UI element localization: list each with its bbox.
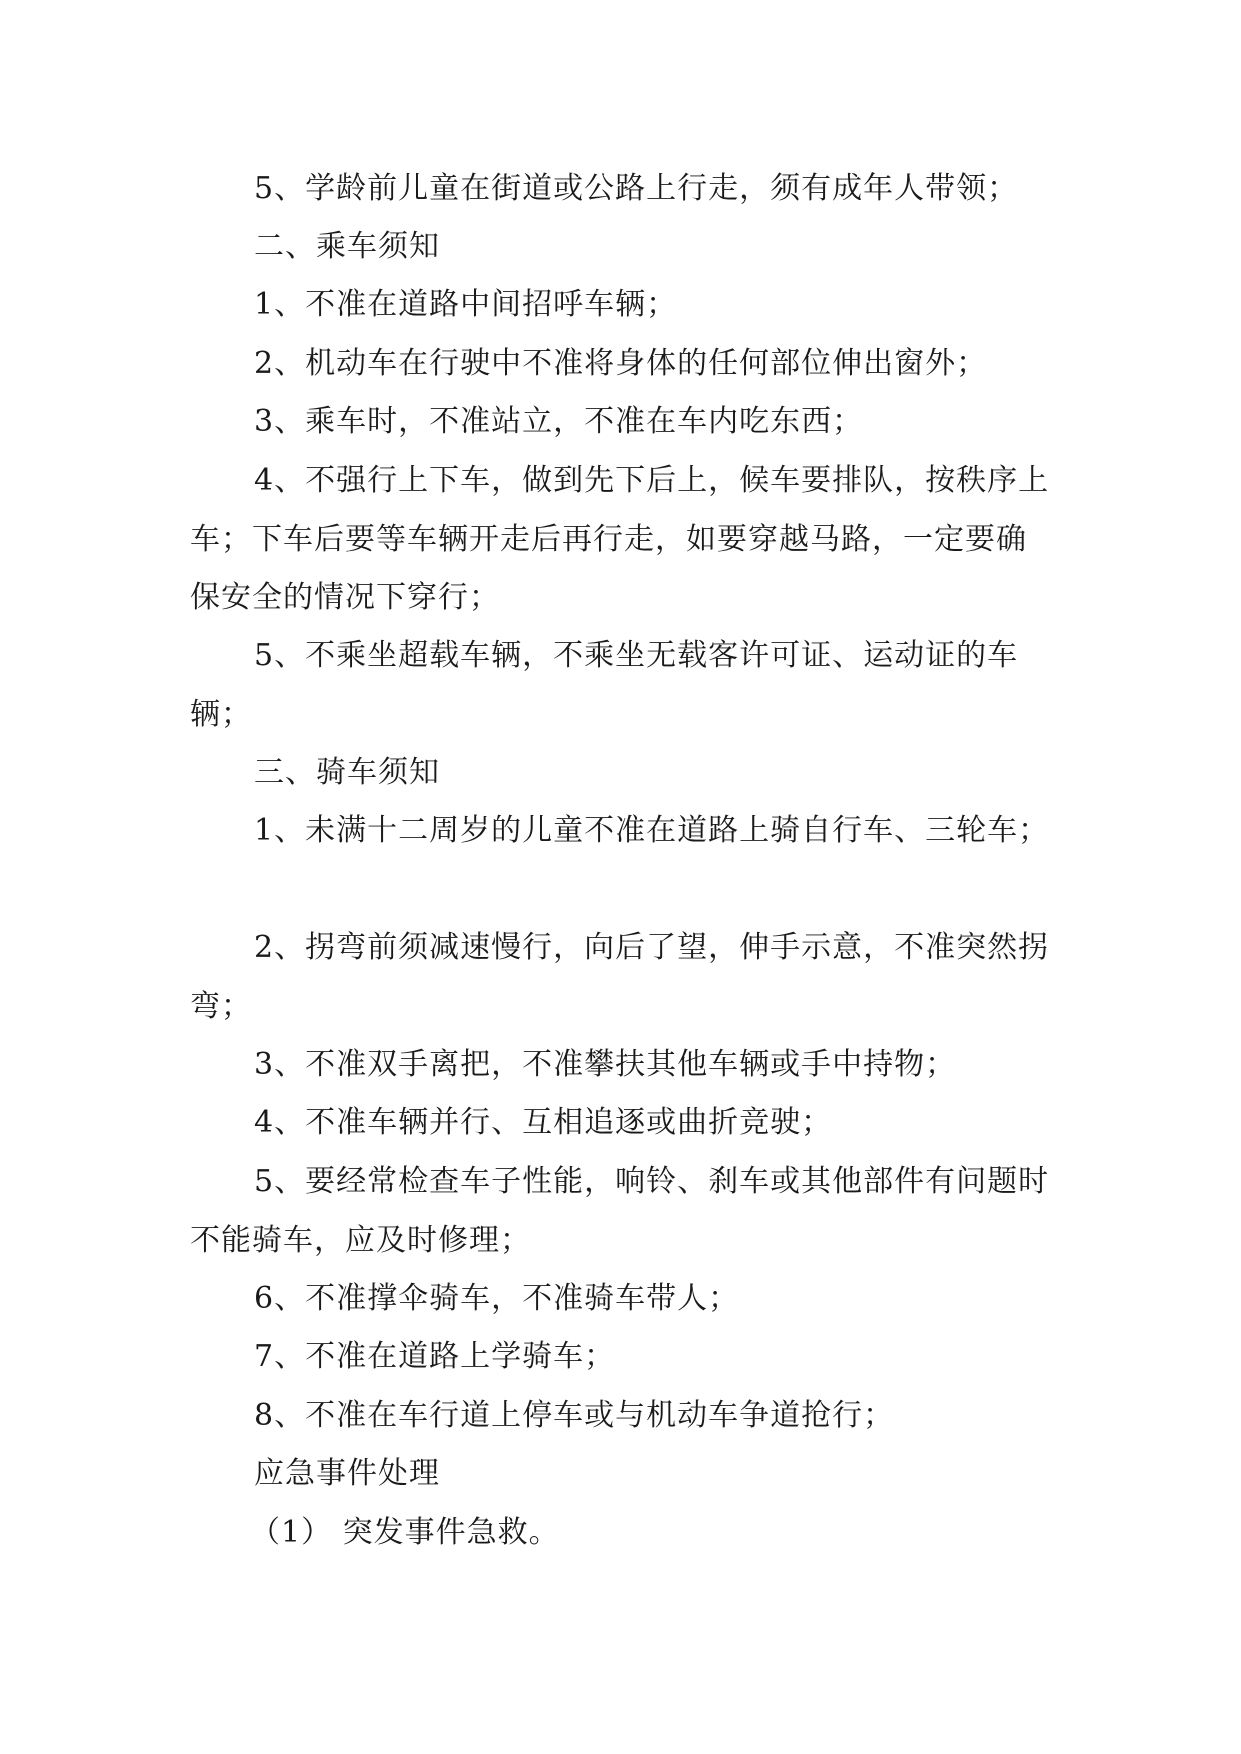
paragraph: 5、不乘坐超载车辆，不乘坐无载客许可证、运动证的车辆； (190, 638, 1019, 732)
paragraph: （1） 突发事件急救。 (250, 1515, 560, 1550)
paragraph: 4、不强行上下车，做到先下后上，候车要排队，按秩序上车；下车后要等车辆开走后再行走，如要穿越马路，一定要确保安全的情况下穿行； (190, 463, 1050, 615)
paragraph: 3、不准双手离把，不准攀扶其他车辆或手中持物； (254, 1047, 957, 1082)
paragraph: 4、不准车辆并行、互相追逐或曲折竞驶； (254, 1105, 833, 1140)
paragraph: 8、不准在车行道上停车或与机动车争道抢行； (254, 1398, 895, 1433)
paragraph: 5、学龄前儿童在街道或公路上行走，须有成年人带领； (254, 171, 1019, 206)
section-heading: 应急事件处理 (254, 1456, 440, 1491)
paragraph: 1、未满十二周岁的儿童不准在道路上骑自行车、三轮车； (254, 813, 1050, 848)
paragraph: 2、机动车在行驶中不准将身体的任何部位伸出窗外； (254, 346, 988, 381)
paragraph: 3、乘车时，不准站立，不准在车内吃东西； (254, 404, 864, 439)
paragraph: 6、不准撑伞骑车，不准骑车带人； (254, 1281, 740, 1316)
paragraph: 2、拐弯前须减速慢行，向后了望，伸手示意，不准突然拐弯； (190, 930, 1050, 1024)
paragraph: 1、不准在道路中间招呼车辆； (254, 287, 678, 322)
paragraph: 7、不准在道路上学骑车； (254, 1339, 616, 1374)
section-heading: 二、乘车须知 (254, 229, 440, 264)
section-heading: 三、骑车须知 (254, 755, 440, 790)
paragraph: 5、要经常检查车子性能，响铃、刹车或其他部件有问题时不能骑车，应及时修理； (190, 1164, 1050, 1258)
